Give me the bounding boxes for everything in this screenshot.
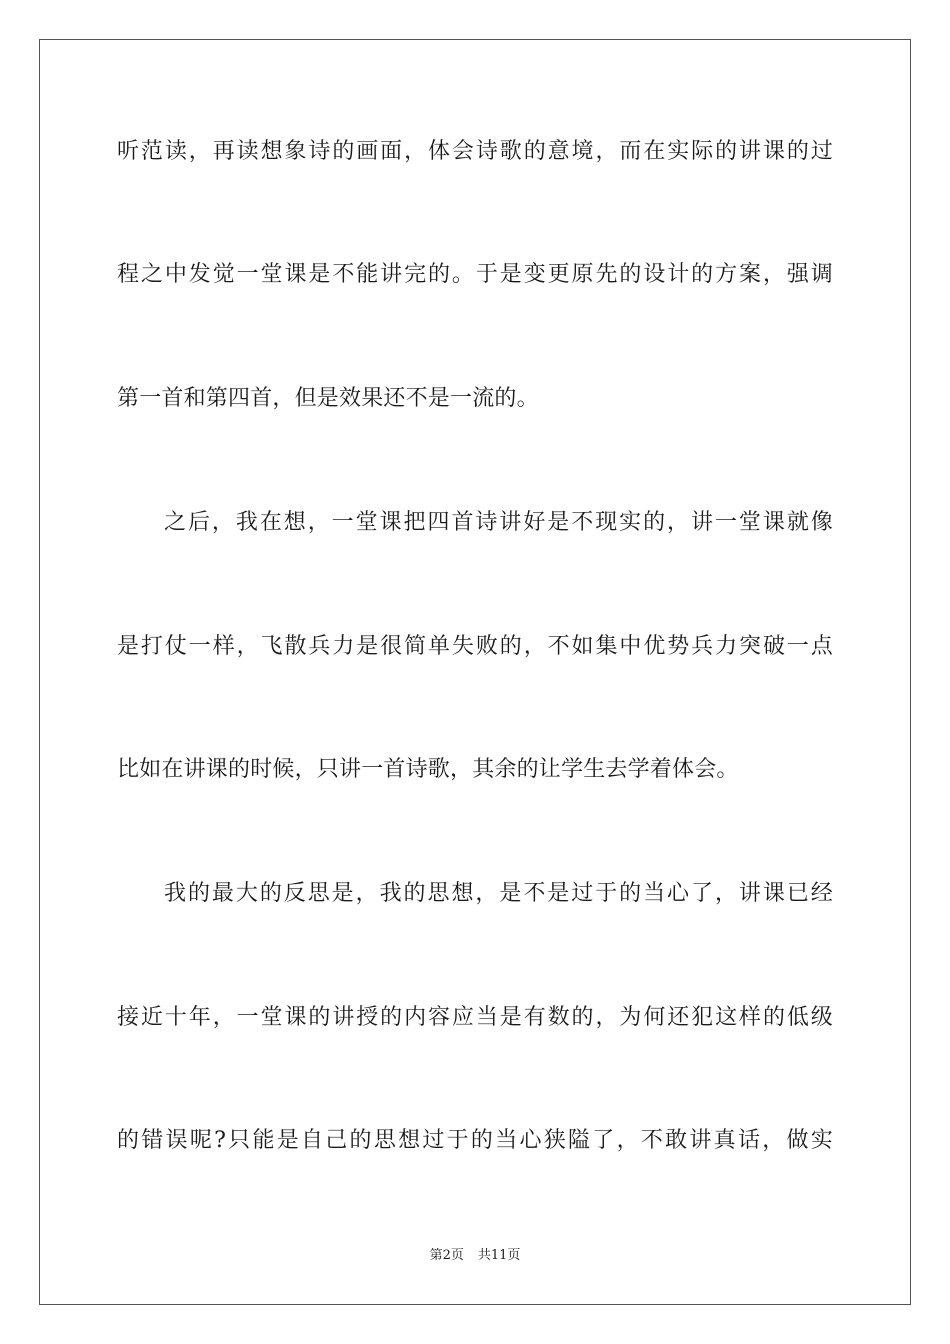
paragraph-first-line: 我的最大的反思是，我的思想，是不是过于的当心了，讲课已经 [164,881,833,906]
text-line: 程之中发觉一堂课是不能讲完的。于是变更原先的设计的方案，强调 [117,262,833,287]
text-line: 听范读，再读想象诗的画面，体会诗歌的意境，而在实际的讲课的过 [117,139,833,164]
page-footer [0,1247,950,1265]
text-line: 的错误呢?只能是自己的思想过于的当心狭隘了，不敢讲真话，做实 [117,1128,833,1153]
page-total: 共11页 [477,1248,521,1263]
text-line: 接近十年，一堂课的讲授的内容应当是有数的，为何还犯这样的低级 [117,1005,833,1030]
text-line: 是打仗一样，飞散兵力是很简单失败的，不如集中优势兵力突破一点 [117,634,833,659]
text-line: 第一首和第四首，但是效果还不是一流的。 [117,386,539,411]
text-line: 比如在讲课的时候，只讲一首诗歌，其余的让学生去学着体会。 [117,757,739,782]
page-number: 第2页 [429,1248,464,1263]
paragraph-first-line: 之后，我在想，一堂课把四首诗讲好是不现实的，讲一堂课就像 [164,510,833,535]
page-border [39,39,911,1305]
